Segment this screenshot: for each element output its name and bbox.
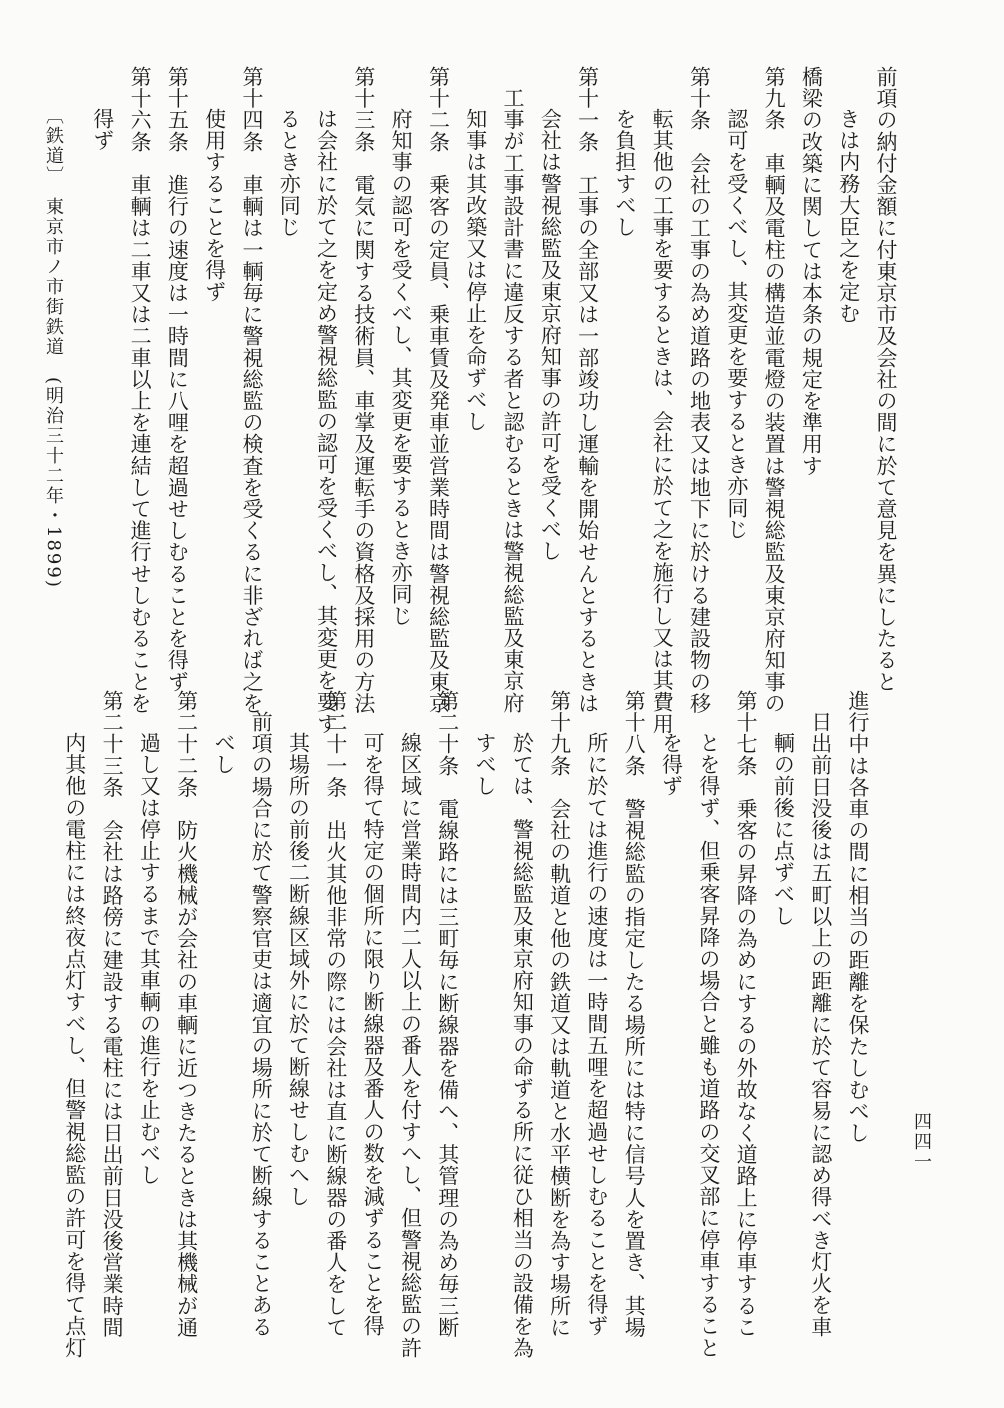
article-13: 第十三条 電気に関する技術員、車掌及運転手の資格及採用の方法 (351, 66, 376, 714)
text-line: 転其他の工事を要するときは、会社に於て之を施行し又は其費用 (650, 108, 675, 735)
article-16: 第十六条 車輌は二車又は二車以上を連結して進行せしむることを (128, 66, 153, 714)
text-line: 日出前日没後は五町以上の距離に於て容易に認め得べき灯火を車 (808, 711, 833, 1338)
text-line: 過し又は停止するまで其車輌の進行を止むべし (137, 732, 162, 1186)
text-line: は会社に於て之を定め警視総監の認可を受くべし、其変更を要す (314, 108, 339, 735)
article-20: 第二十条 電線路には三町毎に断線器を備へ、其管理の為め毎三断 (435, 690, 460, 1338)
text-line: とを得ず、但乗客昇降の場合と雖も道路の交叉部に停車すること (696, 732, 721, 1359)
text-line: すべし (473, 732, 498, 797)
lower-text-block (0, 690, 876, 1359)
text-line: べし (211, 732, 236, 776)
text-line: きは内務大臣之を定む (836, 108, 861, 324)
article-9: 第九条 車輌及電柱の構造並電燈の装置は警視総監及東京府知事の (762, 66, 787, 714)
article-23: 第二十三条 会社は路傍に建設する電柱には日出前日没後営業時間 (100, 690, 125, 1338)
article-18: 第十八条 警視総監の指定したる場所には特に信号人を置き、其場 (622, 690, 647, 1338)
article-19: 第十九条 会社の軌道と他の鉄道又は軌道と水平横断を為す場所に (547, 690, 572, 1338)
text-line: 会社は警視総監及東京府知事の許可を受くべし (538, 108, 563, 562)
article-12: 第十二条 乗客の定員、乗車賃及発車並営業時間は警視総監及東京 (426, 66, 451, 714)
upper-text-block (0, 66, 904, 735)
article-22: 第二十二条 防火機械が会社の車輌に近つきたるときは其機械が通 (174, 690, 199, 1338)
text-line: 前項の納付金額に付東京市及会社の間に於て意見を異にしたると (874, 66, 898, 693)
text-line: 内其他の電柱には終夜点灯すべし、但警視総監の許可を得て点灯 (62, 732, 87, 1359)
text-line: 線区域に営業時間内二人以上の番人を付すへし、但警視総監の許 (398, 732, 423, 1359)
text-line: 於ては、警視総監及東京府知事の命ずる所に従ひ相当の設備を為 (510, 732, 535, 1359)
article-10: 第十条 会社の工事の為め道路の地表又は地下に於ける建設物の移 (687, 66, 712, 714)
page-number: 四四一 (911, 1112, 932, 1172)
text-line: 知事は其改築又は停止を命ずべし (463, 108, 488, 432)
text-line: を負担すべし (612, 108, 637, 238)
text-line: 其場所の前後二断線区域外に於て断線せしむへし (286, 732, 311, 1208)
text-line: 橋梁の改築に関しては本条の規定を準用す (799, 66, 824, 477)
text-line: 前項の場合に於て警察官吏は適宜の場所に於て断線することある (249, 711, 274, 1338)
article-21: 第二十一条 出火其他非常の際には会社は直に断線器の番人をして (323, 690, 348, 1338)
text-line: 進行中は各車の間に相当の距離を保たしむべし (846, 690, 870, 1144)
text-line: るとき亦同じ (277, 108, 302, 238)
article-14: 第十四条 車輌は一輌毎に警視総監の検査を受くるに非ざれば之を (239, 66, 264, 714)
text-line: 所に於ては進行の速度は一時間五哩を超過せしむることを得ず (584, 732, 609, 1337)
text-line: 府知事の認可を受くべし、其変更を要するとき亦同じ (389, 108, 414, 627)
article-17: 第十七条 乗客の昇降の為めにするの外故なく道路上に停車するこ (734, 690, 759, 1338)
text-line: 工事が工事設計書に違反する者と認むるときは警視総監及東京府 (501, 87, 526, 714)
article-15: 第十五条 進行の速度は一時間に八哩を超過せしむることを得ず (165, 66, 190, 693)
text-line: 可を得て特定の個所に限り断線器及番人の数を減ずることを得 (361, 732, 386, 1337)
article-11: 第十一条 工事の全部又は一部竣功し運輸を開始せんとするときは (575, 66, 600, 714)
text-line: 得ず (90, 108, 115, 152)
running-header: 〔鉄道〕 東京市ノ市街鉄道 (明治三十二年・1899) (43, 106, 64, 589)
text-line: 輌の前後に点ずべし (771, 732, 796, 927)
text-line: 認可を受くべし、其変更を要するとき亦同じ (724, 108, 749, 540)
text-line: を得ず (659, 732, 684, 797)
text-line: 使用することを得ず (202, 108, 227, 303)
